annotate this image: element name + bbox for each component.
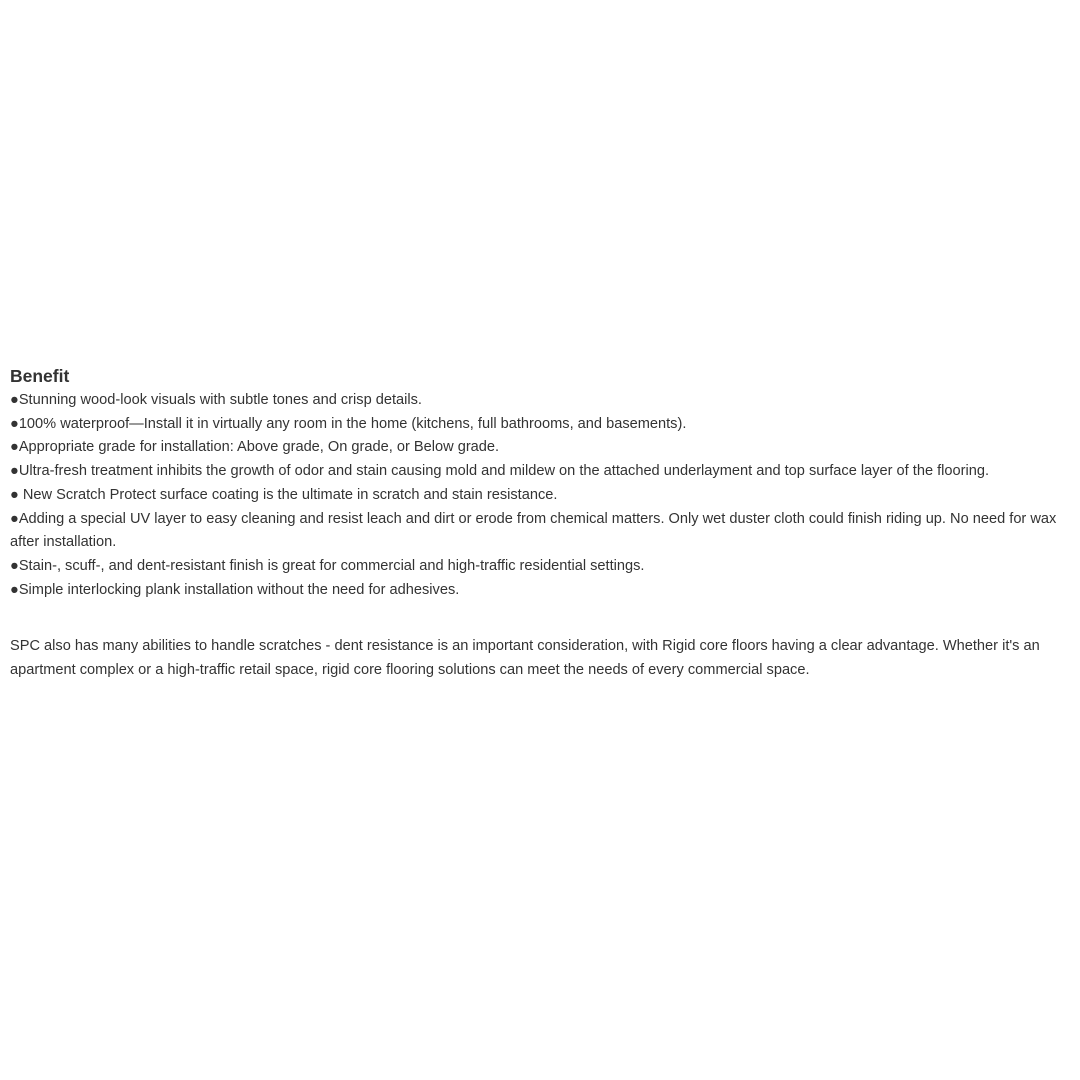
benefit-item: ● New Scratch Protect surface coating is the ultimate in scratch and stain resistance. xyxy=(10,486,558,503)
benefit-item: ●Stunning wood-look visuals with subtle tones and crisp details. xyxy=(10,392,422,408)
benefit-item: ●Simple interlocking plank installation without the need for adhesives. xyxy=(10,581,460,598)
section-heading: Benefit xyxy=(10,366,70,386)
benefit-item: ●100% waterproof—Install it in virtually any room in the home (kitchens, full bathrooms, and basements). xyxy=(10,415,687,432)
benefit-item: ●Adding a special UV layer to easy cleaning and resist leach and dirt or erode from chemical matters. Only wet duster cloth could finish riding up. No need for wax after installation. xyxy=(10,510,1057,551)
benefit-item: ●Stain-, scuff-, and dent-resistant finish is great for commercial and high-traffic residential settings. xyxy=(10,557,645,574)
benefit-item: ●Appropriate grade for installation: Above grade, On grade, or Below grade. xyxy=(10,439,500,456)
benefit-section xyxy=(10,365,1074,683)
benefit-item: ●Ultra-fresh treatment inhibits the growth of odor and stain causing mold and mildew on the attached underlayment and top surface layer of the flooring. xyxy=(10,463,990,480)
benefit-list xyxy=(10,389,1074,602)
spc-description-paragraph: SPC also has many abilities to handle scratches - dent resistance is an important consideration, with Rigid core floors having a clear advantage. Whether it's an apartment complex or a high-traffic retail space, rigid core flooring solutions can meet the needs of every commercial space. xyxy=(10,638,1040,679)
